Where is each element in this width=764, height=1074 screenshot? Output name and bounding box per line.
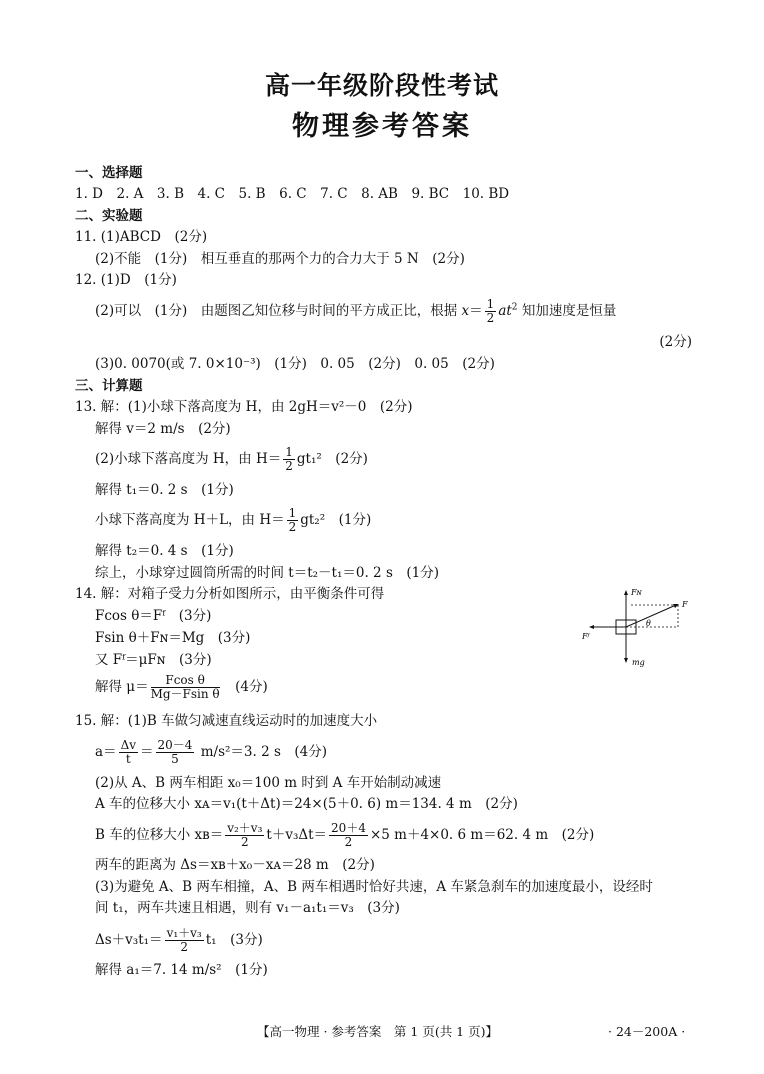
footer-page-info: 【高一物理 · 参考答案 第 1 页(共 1 页)】	[257, 1024, 498, 1039]
q15-line2-end: m/s²＝3. 2 s (4分)	[200, 744, 328, 760]
avg-velocity-fraction	[165, 927, 204, 954]
velocity-denominator: 2	[240, 835, 249, 849]
sum-numerator: 20＋4	[331, 821, 366, 835]
mu-fraction	[151, 674, 220, 701]
q14-line5-score: (4分)	[235, 679, 268, 695]
q13-line4: 解得 t₁＝0. 2 s (1分)	[95, 482, 234, 498]
avg-velocity-denominator: 2	[180, 940, 188, 954]
q15-line2	[95, 739, 327, 766]
q15-line5-text: B 车的位移大小 xʙ＝	[95, 827, 224, 843]
q15-line3: (2)从 A、B 两车相距 x₀＝100 m 时到 A 车开始制动减速	[95, 775, 442, 791]
half-fraction: $\frac{1}{2}$	[486, 297, 495, 325]
half-fraction: $\frac{1}{2}$	[288, 506, 297, 534]
q11-part1: 11. (1)ABCD (2分)	[75, 229, 208, 245]
avg-velocity-numerator: v₁＋v₃	[166, 926, 202, 940]
q12-part3: (3)0. 0070(或 7. 0×10⁻³) (1分) 0. 05 (2分) 0. 05 (2分)	[95, 356, 495, 372]
q15-line2-text: a＝	[95, 744, 117, 760]
dv-fraction	[119, 739, 138, 766]
q13-line3-text: (2)小球下落高度为 H，由 H＝	[95, 451, 282, 467]
velocity-numerator: v₂＋v₃	[227, 821, 263, 835]
q13-line6: 解得 t₂＝0. 4 s (1分)	[95, 543, 234, 559]
friction-arrowhead	[589, 625, 594, 629]
mu-numerator: Fcos θ	[151, 674, 220, 688]
section-heading-calculation: 三、计算题	[75, 378, 143, 394]
sum-denominator: 2	[344, 835, 353, 849]
q13-line5	[95, 507, 371, 534]
gravity-arrowhead	[624, 658, 628, 663]
q15-line7: (3)为避免 A、B 两车相撞，A、B 两车相遇时恰好共速，A 车紧急刹车的加速度最小，设经时	[95, 879, 653, 895]
label-f: F	[682, 600, 688, 609]
q15-line1: 15. 解：(1)B 车做匀减速直线运动时的加速度大小	[75, 713, 378, 729]
q13-line5-text: 小球下落高度为 H＋L，由 H＝	[95, 512, 285, 528]
q15-line9	[95, 927, 263, 954]
q14-line5-text: 解得 μ＝	[95, 679, 149, 695]
mu-denominator: Mg－Fsin θ	[150, 687, 220, 701]
velocity-fraction	[225, 822, 264, 849]
q15-line6: 两车的距离为 Δs＝xʙ＋x₀－xᴀ＝28 m (2分)	[95, 857, 375, 873]
force-diagram	[576, 585, 696, 670]
q13-line3	[95, 446, 368, 473]
q15-line8: 间 t₁，两车共速且相遇，则有 v₁－a₁t₁＝v₃ (3分)	[95, 900, 400, 916]
q13-line2: 解得 v＝2 m/s (2分)	[95, 421, 231, 437]
q15-line5-end: ×5 m＋4×0. 6 m＝62. 4 m (2分)	[369, 827, 595, 843]
q14-line3: Fsin θ＋Fɴ＝Mg (3分)	[95, 630, 251, 646]
q14-line2: Fcos θ＝Fᶠ (3分)	[95, 608, 212, 624]
q14-line4: 又 Fᶠ＝μFɴ (3分)	[95, 652, 212, 668]
q15-line9-text: Δs＋v₃t₁＝	[95, 932, 163, 948]
page-subtitle: 物理参考答案	[292, 111, 472, 142]
q14-line1: 14. 解：对箱子受力分析如图所示，由平衡条件可得	[75, 586, 385, 602]
value-denominator: 5	[171, 752, 179, 766]
choice-answers: 1. D 2. A 3. B 4. C 5. B 6. C 7. C 8. AB 9. BC 10. BD	[75, 186, 510, 202]
q15-line5-mid: t＋v₃Δt＝	[266, 827, 328, 843]
dv-numerator: Δv	[120, 738, 137, 752]
label-theta: θ	[646, 619, 651, 628]
q12-part2-score: (2分)	[659, 334, 692, 350]
q13-line3-end: gt₁² (2分)	[296, 451, 368, 467]
value-numerator: 20－4	[157, 738, 193, 752]
q12-part1: 12. (1)D (1分)	[75, 272, 177, 288]
sum-fraction	[329, 822, 368, 849]
q12-part2-text: (2)可以 (1分) 由题图乙知位移与时间的平方成正比，根据	[95, 303, 458, 319]
q12-part2: (2)可以 (1分) 由题图乙知位移与时间的平方成正比，根据 x＝ $\frac{1}{2}$ $at^2$ 知加速度是恒量	[95, 297, 617, 325]
section-heading-choice: 一、选择题	[75, 165, 143, 181]
applied-force-arrow	[626, 605, 676, 627]
page-title: 高一年级阶段性考试	[264, 71, 499, 100]
dv-denominator: t	[125, 752, 131, 766]
value-fraction	[156, 739, 195, 766]
q11-part2: (2)不能 (1分) 相互垂直的那两个力的合力大于 5 N (2分)	[95, 251, 465, 267]
footer-code: · 24－200A ·	[608, 1024, 686, 1039]
label-ff: Fᶠ	[582, 632, 590, 641]
normal-force-arrowhead	[624, 590, 628, 595]
q13-line7: 综上，小球穿过圆筒所需的时间 t＝t₂－t₁＝0. 2 s (1分)	[95, 565, 439, 581]
q12-part2-text-end: 知加速度是恒量	[521, 303, 617, 319]
q15-line2-equals: ＝	[140, 744, 154, 760]
q13-line5-end: gt₂² (1分)	[300, 512, 372, 528]
q15-line5	[95, 822, 594, 849]
label-fn: Fɴ	[631, 588, 642, 597]
q15-line4: A 车的位移大小 xᴀ＝v₁(t＋Δt)＝24×(5＋0. 6) m＝134. 4 m (2分)	[95, 796, 518, 812]
q13-line1: 13. 解：(1)小球下落高度为 H，由 2gH＝v²－0 (2分)	[75, 399, 413, 415]
label-mg: mg	[632, 658, 645, 667]
half-fraction: $\frac{1}{2}$	[285, 445, 293, 473]
q15-line9-end: t₁ (3分)	[205, 932, 263, 948]
q15-line10: 解得 a₁＝7. 14 m/s² (1分)	[95, 962, 268, 978]
section-heading-experiment: 二、实验题	[75, 208, 143, 224]
q14-line5	[95, 674, 268, 701]
